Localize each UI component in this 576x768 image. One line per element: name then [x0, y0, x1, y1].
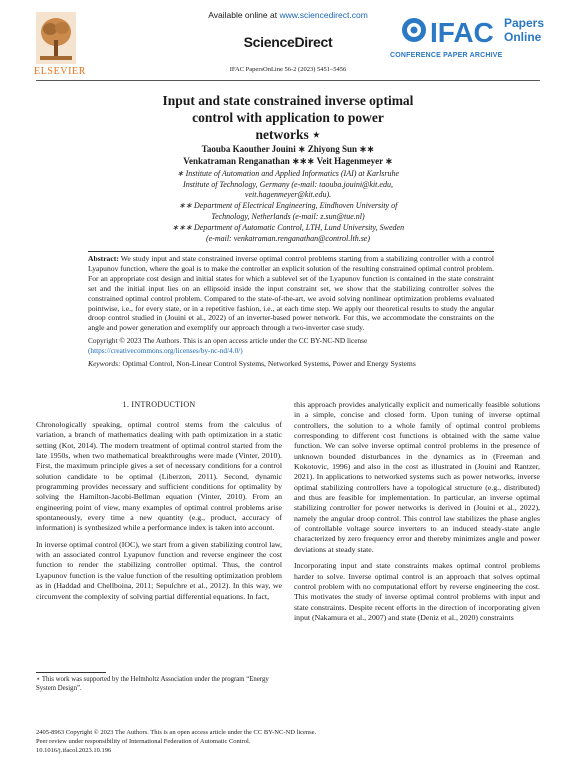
- body-paragraph: Chronologically speaking, optimal control stems from the calculus of variation, a branch of mathematics dealing with path optimization in a static setting (Kot, 2014). The modern treatment of optimal control started from the late 1950s, when two mathematical breakthroughs were made (Vinter, 2010). First, the maximum principle gives a set of necessary conditions for a control solution candidate to be optimal (Liberzon, 2011). Second, dynamic programming provides necessary and sufficient conditions for optimality by solving the Hamilton-Jacobi-Bellman equation (Vinter, 2010). From an engineering point of view, many examples of optimal control problems arise spontaneously, every time a new quantity (e.g., product, accuracy of information) is synthesized while a performance index is taken into account.: [36, 420, 282, 533]
- author-list: [80, 143, 496, 167]
- abstract-text: We study input and state constrained inverse optimal control problems starting from a stabilizing controller with a control Lyapunov function, where the goal is to make the controller an explicit solution of the resulting constrained optimal control problem. For an appropriate cost design and initial states for which a sublevel set of the Lyapunov function is contained in the state constraint set and the initial input lies on an ellipsoid inside the input constraint set, we show that the stabilizing controller solves the constrained optimal control problem. Compared to the state-of-the-art, we avoid solving nonlinear optimization problems evaluated pointwise, i.e., for every state, or in a repetitive fashion, i.e., at each time step. We apply our theoretical results to study the angular droop control studied in (Jouini et al., 2022) of an inverter-based power network. For this, we accommodate the constraints on the angle and power generation and exemplify our approach through a two-inverter case study.: [88, 254, 494, 333]
- abstract-top-rule: [88, 251, 494, 252]
- header-divider: [36, 80, 540, 81]
- license-link[interactable]: (https://creativecommons.org/licenses/by-nc-nd/4.0/): [88, 345, 243, 355]
- sciencedirect-link[interactable]: www.sciencedirect.com: [279, 10, 368, 20]
- paper-title: [100, 92, 476, 143]
- abstract-block: [88, 251, 494, 369]
- ifac-papersonline-logo-icon: [400, 12, 560, 68]
- footer-line: 2405-8963 Copyright © 2023 The Authors. This is an open access article under the CC BY-NC-ND license.: [36, 729, 317, 736]
- footnote-divider: [36, 672, 106, 673]
- abstract: [88, 254, 494, 333]
- journal-reference: IFAC PapersOnLine 56-2 (2023) 5451–5456: [229, 66, 347, 73]
- affiliation-eindhoven: [80, 201, 496, 222]
- affiliation-line: veit.hagenmeyer@kit.edu).: [244, 190, 332, 199]
- page-footer: [36, 728, 540, 755]
- section-heading-introduction: 1. INTRODUCTION: [122, 400, 196, 409]
- keywords-label: Keywords:: [88, 359, 121, 369]
- affiliation-line: (e-mail: venkatraman.renganathan@control.lth.se): [205, 233, 371, 243]
- copyright-text: Copyright © 2023 The Authors. This is an open access article under the CC BY-NC-ND license: [88, 336, 368, 346]
- elsevier-wordmark: ELSEVIER: [34, 66, 87, 77]
- abstract-label: Abstract:: [88, 254, 119, 263]
- ifac-logo-text: IFAC: [430, 17, 494, 48]
- affiliation-line: ∗∗∗ Department of Automatic Control, LTH, Lund University, Sweden: [171, 223, 405, 232]
- left-column: [36, 420, 282, 602]
- keywords-text: Optimal Control, Non-Linear Control Systems, Networked Systems, Power and Energy Systems: [122, 359, 416, 369]
- right-column: [294, 400, 540, 623]
- conference-paper-archive: CONFERENCE PAPER ARCHIVE: [390, 52, 503, 59]
- title-line: control with application to power: [192, 110, 384, 125]
- affiliation-line: ∗ Institute of Automation and Applied Informatics (IAI) at Karlsruhe: [176, 169, 400, 178]
- body-paragraph: In inverse optimal control (IOC), we start from a given stabilizing control law, with an associated control Lyapunov function and reverse engineer the cost function to render the stabilizing controller optimal. Thus, the control Lyapunov function is the value function of the resulting optimization problem as in (Haddad and Chellboina, 2011; Sepulchre et al., 2012). In this way, we circumvent the complexity of solving partial differential equations. In fact,: [36, 539, 282, 601]
- availability-prefix: Available online at: [208, 10, 278, 20]
- affiliation-line: Technology, Netherlands (e-mail: z.sun@tue.nl): [211, 211, 365, 221]
- affiliation-line: Institute of Technology, Germany (e-mail: taouba.jouini@kit.edu,: [183, 179, 393, 189]
- affiliation-lund: [80, 223, 496, 244]
- sciencedirect-wordmark: ScienceDirect: [243, 34, 333, 50]
- funding-footnote: ⋆ This work was supported by the Helmholtz Association under the program “Energy System Design”.: [36, 676, 269, 692]
- title-line: Input and state constrained inverse optimal: [162, 93, 414, 108]
- author-line: Venkatraman Renganathan ∗∗∗ Veit Hagenmeyer ∗: [183, 156, 393, 166]
- body-paragraph: this approach provides analytically explicit and numerically feasible solutions in a simple, concise and closed form. Upon tuning of inverse optimal controllers, the solution to a whole family of optimal control problems corresponding to different cost functions is obtained with the same value function. We can solve inverse optimal control problems in the presence of unknown bounded disturbances in the dynamics as in (Freeman and Kokotovic, 1996) and also in the cost as illustrated in (Jouini and Rantzer, 2021). In applications to networked systems such as power networks, inverse optimal stabilizing controllers have a topological structure (e.g., distributed) and thus are feasible for implementation. In particular, an inverse optimal stabilizing controller for power networks is derived in (Jouini et al., 2022), namely the angular droop control. This control law stabilizes the phase angles of controllable voltage source inverters to an induced steady-state angle characterized by zero frequency error and thereby minimizes angle and power deviations at steady state.: [294, 400, 540, 554]
- keywords: [88, 359, 494, 369]
- footer-line: Peer review under responsibility of International Federation of Automatic Control.: [36, 738, 251, 745]
- title-line: networks ⋆: [255, 127, 321, 142]
- journal-header: [0, 0, 576, 80]
- ifac-papers-text: Papers: [504, 16, 545, 30]
- affiliation-line: ∗∗ Department of Electrical Engineering, Eindhoven University of: [178, 201, 398, 210]
- ifac-online-text: Online: [504, 30, 542, 44]
- author-line: Taouba Kaouther Jouini ∗ Zhiyong Sun ∗∗: [201, 144, 375, 154]
- body-paragraph: Incorporating input and state constraints makes optimal control problems harder to solve. Inverse optimal control is an approach that solves optimal control problem with no computational effort by reverse engineering the cost. This motivates the study of inverse optimal control problems with input and state constraints. Despite recent efforts in the direction of incorporating given input (Nakamura et al., 2007) and state (Deniz et al., 2020) constraints: [294, 561, 540, 622]
- copyright-notice: [88, 336, 494, 355]
- doi-line[interactable]: 10.1016/j.ifacol.2023.10.196: [36, 747, 112, 754]
- affiliation-iai: [80, 169, 496, 201]
